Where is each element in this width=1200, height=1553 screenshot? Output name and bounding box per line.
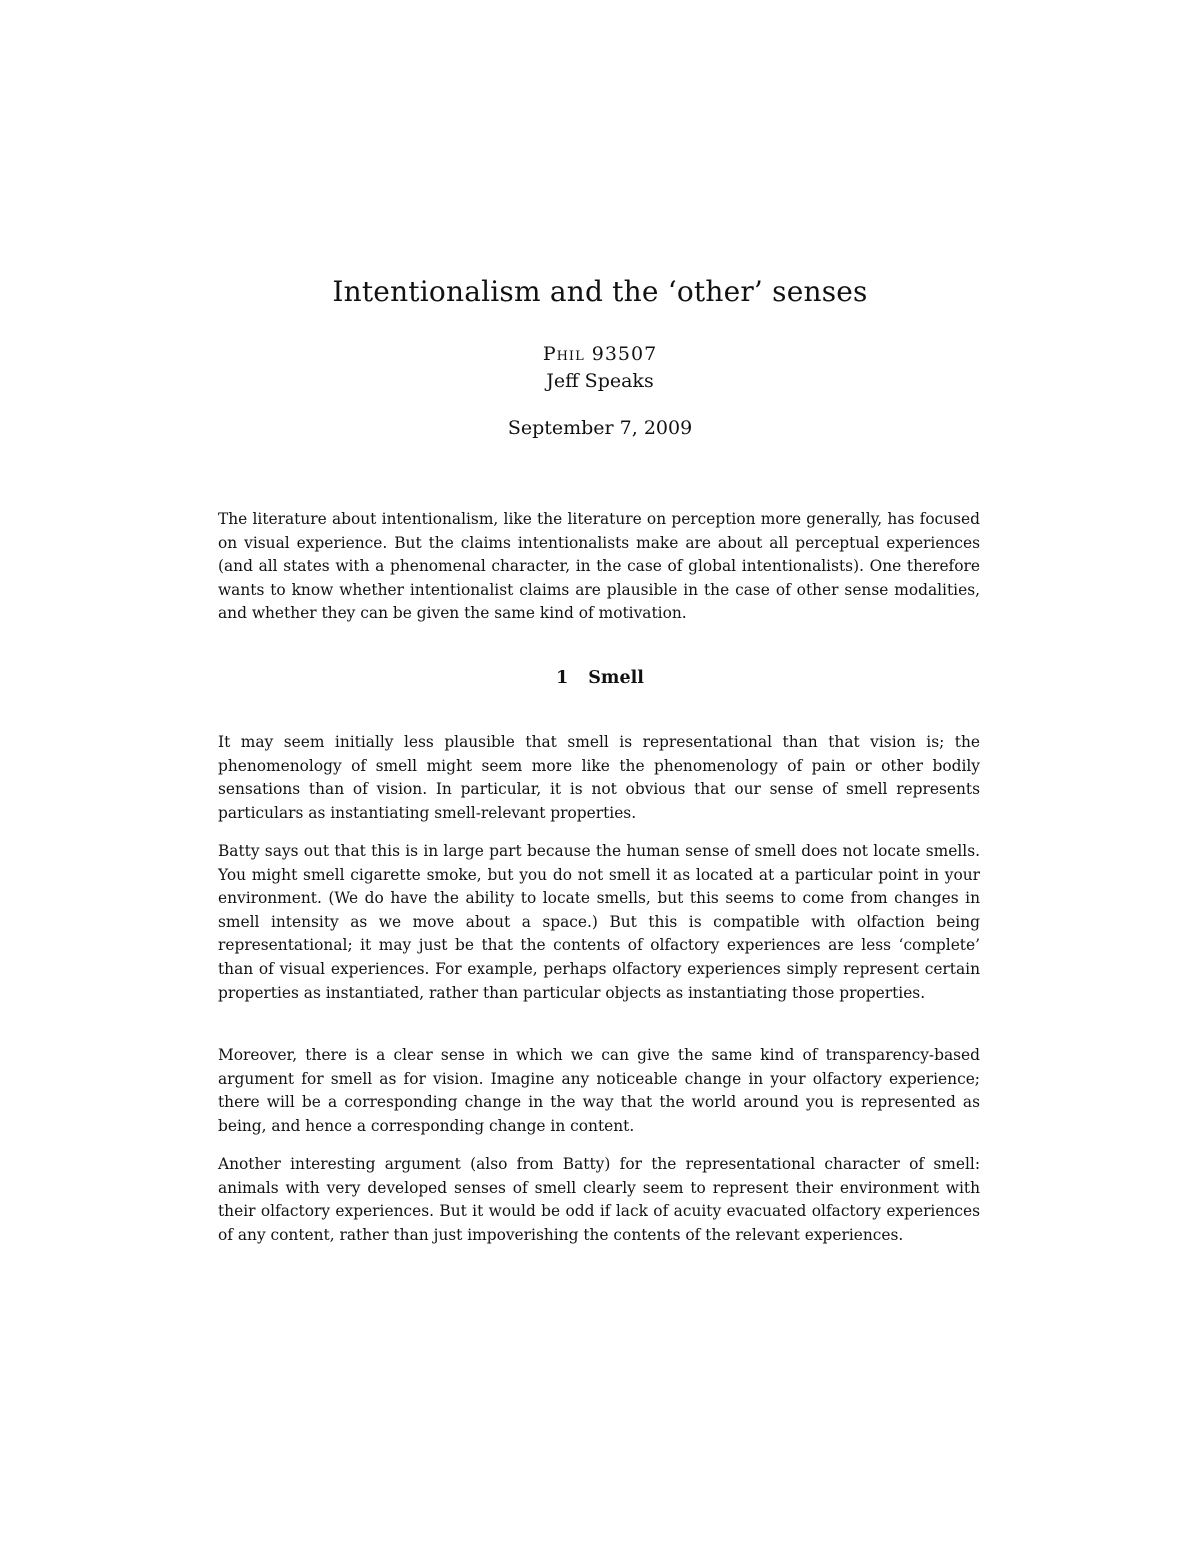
section-number: 1	[556, 668, 569, 688]
page-title: Intentionalism and the ‘other’ senses	[332, 275, 868, 308]
document-date: September 7, 2009	[507, 417, 693, 439]
body-paragraph: It may seem initially less plausible that smell is representational than that vision is; the phenomenology of smell might seem more like the phenomenology of pain or other bodily sensations than of vision. In particular, it is not obvious that our sense of smell represents particulars as instantiating smell-relevant properties.	[218, 733, 980, 822]
section-title: Smell	[588, 668, 644, 688]
course-number	[0, 343, 1200, 365]
abstract-paragraph: The literature about intentionalism, like the literature on perception more generally, has focused on visual experience. But the claims intentionalists make are about all perceptual experiences (and all states with a phenomenal character, in the case of global intentionalists). One therefore wants to know whether intentionalist claims are plausible in the case of other sense modalities, and whether they can be given the same kind of motivation.	[218, 510, 980, 623]
body-paragraph: Another interesting argument (also from Batty) for the representational character of smell: animals with very developed senses of smell clearly seem to represent their environment with their olfactory experiences. But it would be odd if lack of acuity evacuated olfactory experiences of any content, rather than just impoverishing the contents of the relevant experiences.	[218, 1155, 980, 1244]
body-paragraph: Batty says out that this is in large part because the human sense of smell does not locate smells. You might smell cigarette smoke, but you do not smell it as located at a particular point in your environment. (We do have the ability to locate smells, but this seems to come from changes in smell intensity as we move about a space.) But this is compatible with olfaction being representational; it may just be that the contents of olfactory experiences are less ‘complete’ than of visual experiences. For example, perhaps olfactory experiences simply represent certain properties as instantiated, rather than particular objects as instantiating those properties.	[218, 842, 980, 1002]
body-paragraph: Moreover, there is a clear sense in which we can give the same kind of transparency-based argument for smell as for vision. Imagine any noticeable change in your olfactory experience; there will be a corresponding change in the way that the world around you is represented as being, and hence a corresponding change in content.	[218, 1046, 980, 1135]
section-heading	[0, 668, 1200, 688]
author-name: Jeff Speaks	[546, 370, 654, 392]
course-label: Phil 93507	[542, 343, 658, 365]
